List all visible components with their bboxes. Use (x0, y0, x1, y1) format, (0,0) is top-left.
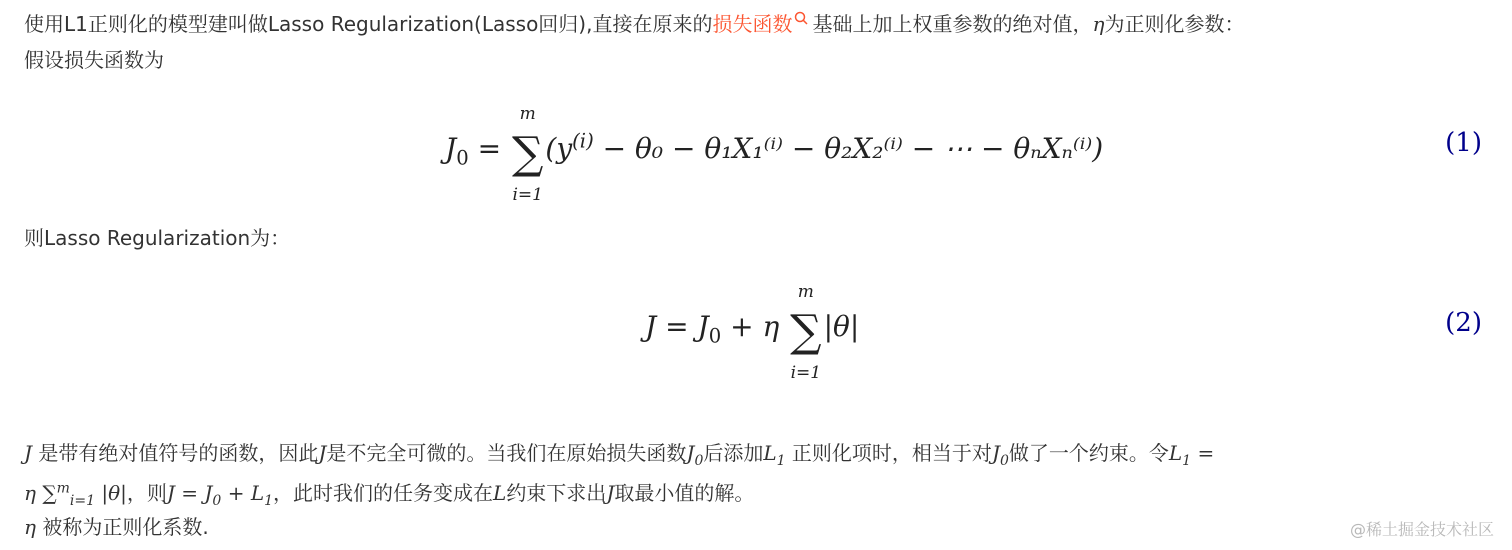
math-j: J (24, 441, 33, 465)
search-icon[interactable] (794, 11, 808, 25)
eq1-sum-upper: m (519, 104, 536, 124)
math-j-equals: J = J (166, 481, 213, 505)
eq2-plus-eta: + η (730, 310, 780, 343)
intro-line-2: 假设损失函数为 (24, 48, 164, 72)
equation-1: $J_0$ = ∑ m i=1 ($y^{(i)} - \theta_0 - \theta_1X_1^{(i)} - \theta_2X_2^{(i)}$ − ⋯ − θₙXₙ⁽ⁱ⁾) (445, 104, 1104, 205)
math-sub: i=1 (69, 493, 96, 509)
eq1-body-sup: (i) (572, 129, 594, 153)
math-l1: L (763, 441, 777, 465)
text: ，此时我们的任务变成在 (273, 481, 494, 505)
eq1-body: (y (545, 132, 573, 165)
math-l: L (493, 481, 507, 505)
equation-2 (645, 282, 860, 383)
eq1-lhs-sub: 0 (456, 146, 469, 170)
math-j: J (606, 481, 615, 505)
text: 约束下求出 (506, 481, 607, 505)
math-l1: L (1168, 441, 1183, 465)
math-plus-l1: + L (221, 481, 265, 505)
math-sup: m (56, 480, 70, 497)
math-sub: 1 (1182, 453, 1192, 469)
text: 是带有绝对值符号的函数，因此 (32, 441, 319, 465)
eq1-lhs: J (445, 132, 457, 165)
equation-2-number: (2) (1445, 308, 1482, 338)
intro-text: 使用L1正则化的模型建叫做Lasso Regularization(Lasso回归),直接在原来的 (24, 12, 713, 36)
eq2-sum-upper: m (797, 282, 814, 302)
math-j0: J (991, 441, 1000, 465)
intro-text-continued: 基础上加上权重参数的绝对值， (812, 12, 1093, 36)
text: ，则 (126, 481, 167, 505)
text: 后添加 (703, 441, 764, 465)
math-abs-theta: |θ| (95, 481, 127, 505)
math-j: J (318, 441, 327, 465)
eq2-summation: ∑ m i=1 (790, 306, 821, 357)
math-sub: 0 (694, 453, 704, 469)
eq2-lhs-sub: 0 (708, 324, 722, 348)
eq2-body: |θ| (823, 310, 860, 343)
text: 被称为正则化系数. (35, 515, 209, 539)
lasso-intro: 则Lasso Regularization为： (24, 226, 291, 250)
text: 做了一个约束。令 (1008, 441, 1169, 465)
eq2-sum-lower: i=1 (790, 363, 822, 383)
math-eta: η (24, 515, 36, 539)
text: 取最小值的解。 (614, 481, 755, 505)
loss-function-link[interactable]: 损失函数 (712, 12, 793, 36)
intro-paragraph (24, 8, 1244, 40)
eq1-sum-lower: i=1 (512, 185, 543, 205)
explanation-line-2 (24, 477, 754, 509)
eq1-terms: − θ₀ − θ₁X₁⁽ⁱ⁾ − θ₂X₂⁽ⁱ⁾ − ⋯ − θₙXₙ⁽ⁱ⁾) (602, 132, 1104, 165)
text: 是不完全可微的。当我们在原始损失函数 (326, 441, 687, 465)
math-sub: 0 (212, 493, 222, 509)
math-sub: 1 (264, 493, 274, 509)
eq1-summation: ∑ m i=1 (512, 128, 543, 179)
watermark: @稀土掘金技术社区 (1349, 520, 1494, 539)
math-sub: 1 (776, 453, 786, 469)
explanation-line-3 (24, 511, 209, 543)
eta-symbol: η (1092, 12, 1105, 36)
equation-1-number: (1) (1445, 128, 1482, 158)
eq2-lhs: J = J (645, 310, 709, 343)
intro-text-end: 为正则化参数： (1104, 12, 1245, 36)
math-equals: = (1191, 441, 1215, 465)
math-eta-sum: η ∑ (24, 481, 57, 505)
explanation-line-1 (24, 437, 1214, 469)
text: 正则化项时，相当于对 (785, 441, 992, 465)
math-sub: 0 (999, 453, 1009, 469)
math-j0: J (686, 441, 695, 465)
